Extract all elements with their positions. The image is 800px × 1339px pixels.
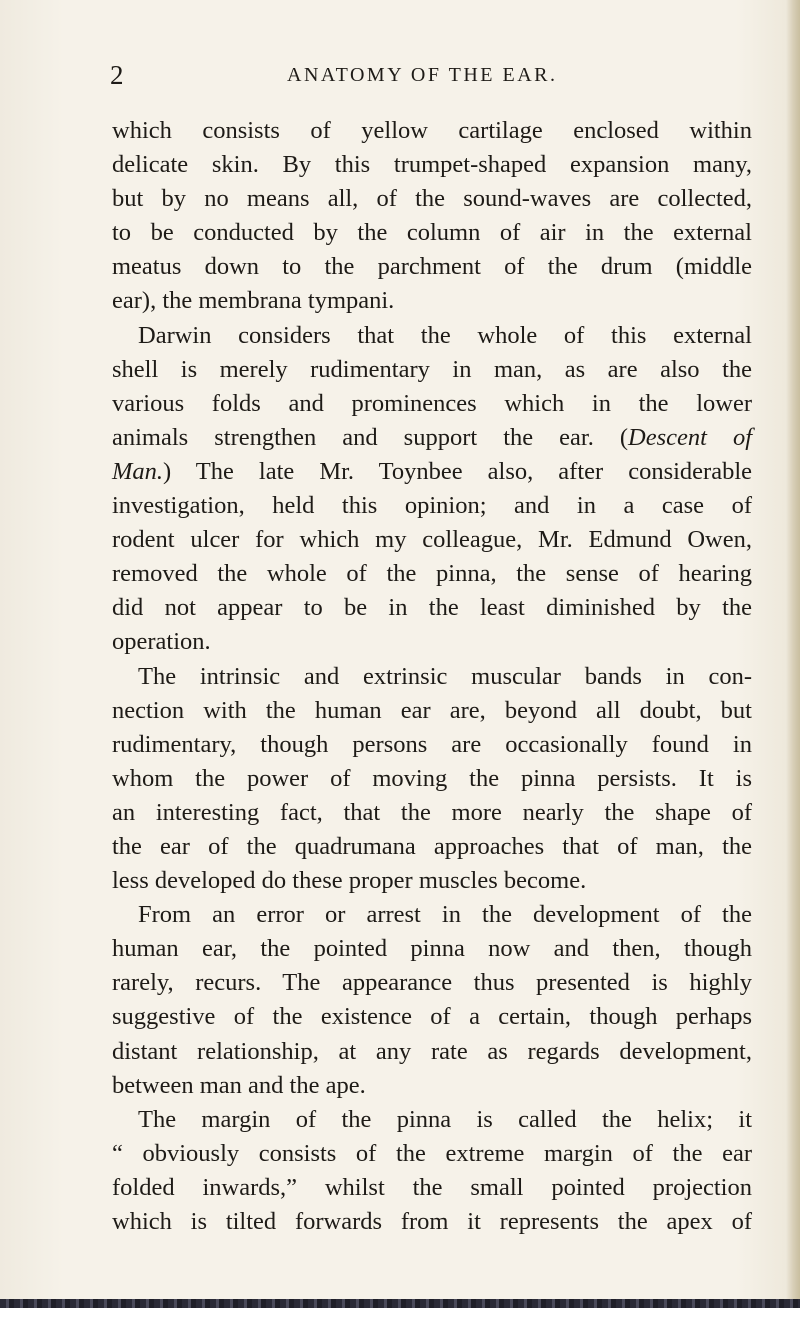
page-header bbox=[0, 60, 800, 94]
text-line: did not appear to be in the least diminished by the bbox=[112, 594, 752, 622]
text-line: The margin of the pinna is called the helix; it bbox=[138, 1105, 752, 1133]
text-line: Man.) The late Mr. Toynbee also, after considerable bbox=[112, 457, 752, 485]
text-line: ear), the membrana tympani. bbox=[112, 287, 395, 315]
text-line: which is tilted forwards from it represents the apex of bbox=[112, 1208, 752, 1235]
text-line: to be conducted by the column of air in the external bbox=[112, 219, 752, 247]
text-line: The intrinsic and extrinsic muscular bands in con- bbox=[138, 662, 752, 690]
text-line: meatus down to the parchment of the drum (middle bbox=[112, 253, 752, 281]
text-line: From an error or arrest in the development of the bbox=[138, 901, 752, 929]
text-line: delicate skin. By this trumpet-shaped expansion many, bbox=[112, 151, 752, 179]
text-line: less developed do these proper muscles become. bbox=[112, 867, 587, 895]
text-line: distant relationship, at any rate as regards development, bbox=[112, 1037, 752, 1065]
text-line: rodent ulcer for which my colleague, Mr. Edmund Owen, bbox=[112, 526, 752, 554]
text-line: removed the whole of the pinna, the sense of hearing bbox=[112, 560, 752, 588]
text-line: suggestive of the existence of a certain, though perhaps bbox=[112, 1003, 752, 1031]
text-line: rudimentary, though persons are occasionally found in bbox=[112, 730, 752, 758]
text-line: an interesting fact, that the more nearly the shape of bbox=[112, 798, 752, 826]
text-line: investigation, held this opinion; and in a case of bbox=[112, 492, 752, 520]
text-line: animals strengthen and support the ear. (Descent of bbox=[112, 423, 752, 451]
text-line: rarely, recurs. The appearance thus presented is highly bbox=[112, 969, 752, 997]
text-line: between man and the ape. bbox=[112, 1071, 366, 1099]
text-line: nection with the human ear are, beyond all doubt, but bbox=[112, 696, 752, 724]
page-number: 2 bbox=[110, 60, 125, 90]
running-head: ANATOMY OF THE EAR. bbox=[287, 64, 558, 86]
scan-margin bbox=[0, 1308, 800, 1339]
text-line: the ear of the quadrumana approaches that of man, the bbox=[112, 832, 752, 860]
text-line: folded inwards,” whilst the small pointed projection bbox=[112, 1173, 752, 1201]
text-line: human ear, the pointed pinna now and then, though bbox=[112, 935, 752, 963]
text-line: operation. bbox=[112, 628, 211, 656]
text-line: shell is merely rudimentary in man, as are also the bbox=[112, 355, 752, 383]
text-line: whom the power of moving the pinna persists. It is bbox=[112, 764, 752, 792]
text-line: which consists of yellow cartilage enclosed within bbox=[112, 117, 752, 144]
body-text bbox=[112, 114, 752, 1239]
text-line: Darwin considers that the whole of this external bbox=[138, 321, 752, 349]
text-line: but by no means all, of the sound-waves are collected, bbox=[112, 185, 752, 213]
page-edge-shadow bbox=[786, 0, 800, 1339]
text-line: various folds and prominences which in the lower bbox=[112, 389, 752, 417]
text-line: “ obviously consists of the extreme margin of the ear bbox=[112, 1139, 752, 1167]
